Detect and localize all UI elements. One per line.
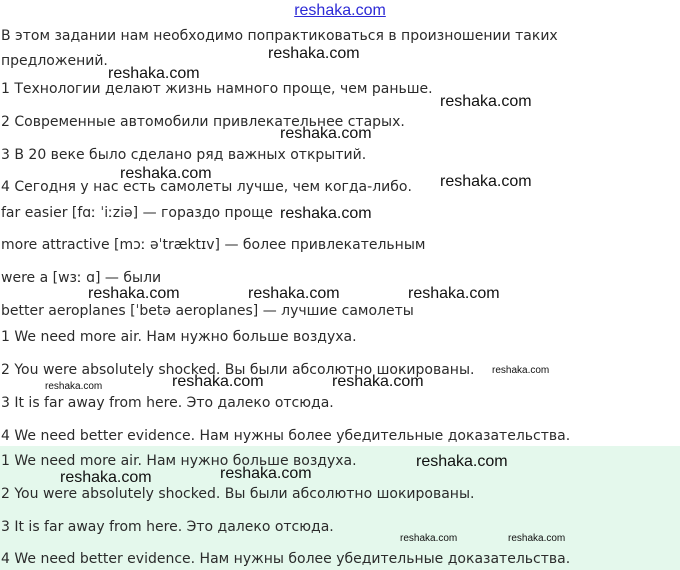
answer-1: 1 We need more air. Нам нужно больше воздуха. <box>1 453 357 469</box>
watermark: reshaka.com <box>268 45 360 62</box>
intro-line-1: В этом задании нам необходимо попрактиковаться в произношении таких <box>1 28 558 44</box>
translation-3: 3 It is far away from here. Это далеко отсюда. <box>1 395 334 411</box>
watermark: reshaka.com <box>88 285 180 302</box>
sentence-1: 1 Технологии делают жизнь намного проще, чем раньше. <box>1 81 433 97</box>
watermark: reshaka.com <box>120 165 212 182</box>
watermark: reshaka.com <box>108 65 200 82</box>
watermark: reshaka.com <box>172 373 264 390</box>
watermark: reshaka.com <box>440 173 532 190</box>
answer-2: 2 You were absolutely shocked. Вы были абсолютно шокированы. <box>1 486 475 502</box>
watermark: reshaka.com <box>408 285 500 302</box>
vocab-2: more attractive [mɔː əˈtræktɪv] — более привлекательным <box>1 237 426 253</box>
intro-line-2: предложений. <box>1 53 108 69</box>
watermark: reshaka.com <box>332 373 424 390</box>
watermark: reshaka.com <box>248 285 340 302</box>
watermark: reshaka.com <box>416 453 508 470</box>
watermark: reshaka.com <box>60 469 152 486</box>
watermark: reshaka.com <box>400 533 458 544</box>
answer-4: 4 We need better evidence. Нам нужны более убедительные доказательства. <box>1 551 571 567</box>
answer-3: 3 It is far away from here. Это далеко отсюда. <box>1 519 334 535</box>
translation-4: 4 We need better evidence. Нам нужны более убедительные доказательства. <box>1 428 571 444</box>
vocab-4: better aeroplanes [ˈbetə aeroplanes] — лучшие самолеты <box>1 303 414 319</box>
watermark: reshaka.com <box>440 93 532 110</box>
watermark: reshaka.com <box>280 125 372 142</box>
translation-2: 2 You were absolutely shocked. Вы были абсолютно шокированы. <box>1 362 475 378</box>
vocab-3: were a [wɜː ɑ] — были <box>1 270 162 286</box>
watermark: reshaka.com <box>508 533 566 544</box>
translation-1: 1 We need more air. Нам нужно больше воздуха. <box>1 329 357 345</box>
sentence-2: 2 Современные автомобили привлекательнее старых. <box>1 114 405 130</box>
sentence-3: 3 В 20 веке было сделано ряд важных открытий. <box>1 147 367 163</box>
vocab-1: far easier [fɑː ˈiːziə] — гораздо проще <box>1 205 273 221</box>
site-header-link[interactable]: reshaka.com <box>294 2 386 19</box>
watermark: reshaka.com <box>280 205 372 222</box>
watermark: reshaka.com <box>45 381 103 392</box>
sentence-4: 4 Сегодня у нас есть самолеты лучше, чем когда-либо. <box>1 179 412 195</box>
watermark: reshaka.com <box>220 465 312 482</box>
watermark: reshaka.com <box>492 365 550 376</box>
